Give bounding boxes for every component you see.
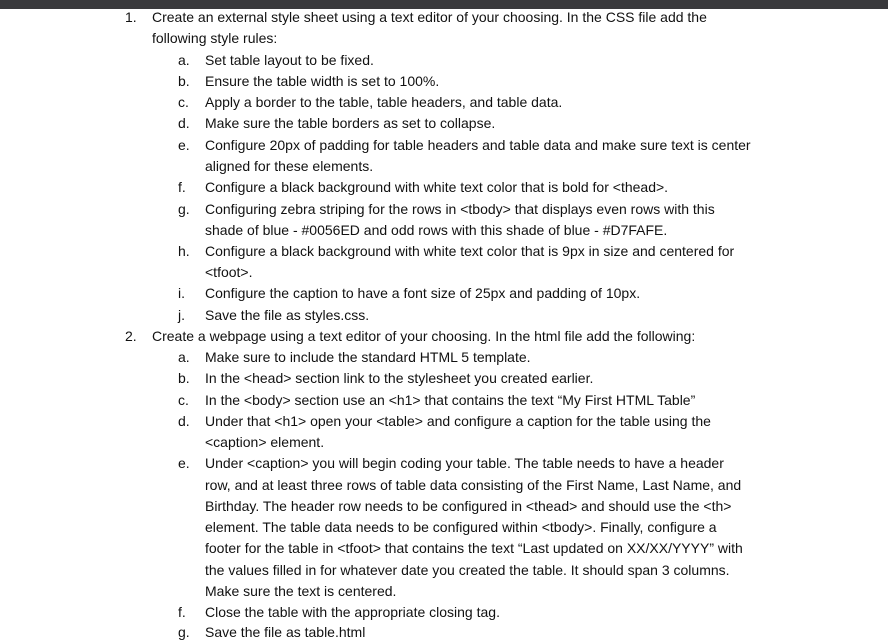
subitem-text-line: Close the table with the appropriate closing tag.	[205, 604, 500, 620]
item-number: 1.	[125, 9, 137, 25]
subitem-text-line: Apply a border to the table, table headers, and table data.	[205, 94, 563, 110]
subitem-text-line: <tfoot>.	[205, 264, 253, 280]
subitem-letter: c.	[178, 392, 189, 408]
subitem-text-line: Save the file as table.html	[205, 624, 366, 640]
subitem-text-line: Configure a black background with white text color that is 9px in size and centered for	[205, 243, 735, 259]
subitem-text-line: shade of blue - #0056ED and odd rows with this shade of blue - #D7FAFE.	[205, 222, 668, 238]
subitem-letter: e.	[178, 455, 190, 471]
subitem-text-line: Set table layout to be fixed.	[205, 52, 374, 68]
subitem-text-line: In the <body> section use an <h1> that contains the text “My First HTML Table”	[205, 392, 696, 408]
item-text-line: Create an external style sheet using a text editor of your choosing. In the CSS file add the	[152, 9, 707, 25]
subitem-text-line: Configuring zebra striping for the rows in <tbody> that displays even rows with this	[205, 201, 715, 217]
subitem-text-line: In the <head> section link to the stylesheet you created earlier.	[205, 370, 594, 386]
subitem-text-line: Make sure the text is centered.	[205, 583, 397, 599]
subitem-text-line: Configure a black background with white text color that is bold for <thead>.	[205, 179, 669, 195]
subitem-letter: e.	[178, 137, 190, 153]
subitem-text-line: Under <caption> you will begin coding your table. The table needs to have a header	[205, 455, 724, 471]
subitem-letter: h.	[178, 243, 190, 259]
subitem-text-line: Birthday. The header row needs to be configured in <thead> and should use the <th>	[205, 498, 732, 514]
subitem-letter: i.	[178, 285, 185, 301]
subitem-text-line: aligned for these elements.	[205, 158, 374, 174]
subitem-text-line: Make sure the table borders as set to collapse.	[205, 115, 496, 131]
subitem-letter: b.	[178, 370, 190, 386]
subitem-letter: j.	[178, 307, 185, 323]
subitem-letter: d.	[178, 413, 190, 429]
subitem-text-line: Configure the caption to have a font size of 25px and padding of 10px.	[205, 285, 641, 301]
subitem-letter: g.	[178, 201, 190, 217]
subitem-text-line: the values filled in for whatever date you created the table. It should span 3 columns.	[205, 562, 730, 578]
subitem-letter: b.	[178, 73, 190, 89]
subitem-text-line: Save the file as styles.css.	[205, 307, 370, 323]
subitem-text-line: Configure 20px of padding for table headers and table data and make sure text is center	[205, 137, 751, 153]
subitem-text-line: footer for the table in <tfoot> that contains the text “Last updated on XX/XX/YYYY” with	[205, 540, 743, 556]
subitem-letter: a.	[178, 349, 190, 365]
subitem-text-line: Under that <h1> open your <table> and configure a caption for the table using the	[205, 413, 711, 429]
subitem-text-line: <caption> element.	[205, 434, 325, 450]
subitem-text-line: Ensure the table width is set to 100%.	[205, 73, 440, 89]
item-number: 2.	[125, 328, 137, 344]
subitem-letter: a.	[178, 52, 190, 68]
subitem-letter: g.	[178, 624, 190, 640]
subitem-letter: c.	[178, 94, 189, 110]
subitem-text-line: row, and at least three rows of table data consisting of the First Name, Last Name, and	[205, 477, 742, 493]
subitem-text-line: element. The table data needs to be configured within <tbody>. Finally, configure a	[205, 519, 717, 535]
item-text-line: following style rules:	[152, 30, 278, 46]
item-text-line: Create a webpage using a text editor of your choosing. In the html file add the following:	[152, 328, 696, 344]
subitem-text-line: Make sure to include the standard HTML 5 template.	[205, 349, 531, 365]
subitem-letter: f.	[178, 179, 186, 195]
subitem-letter: f.	[178, 604, 186, 620]
subitem-letter: d.	[178, 115, 190, 131]
